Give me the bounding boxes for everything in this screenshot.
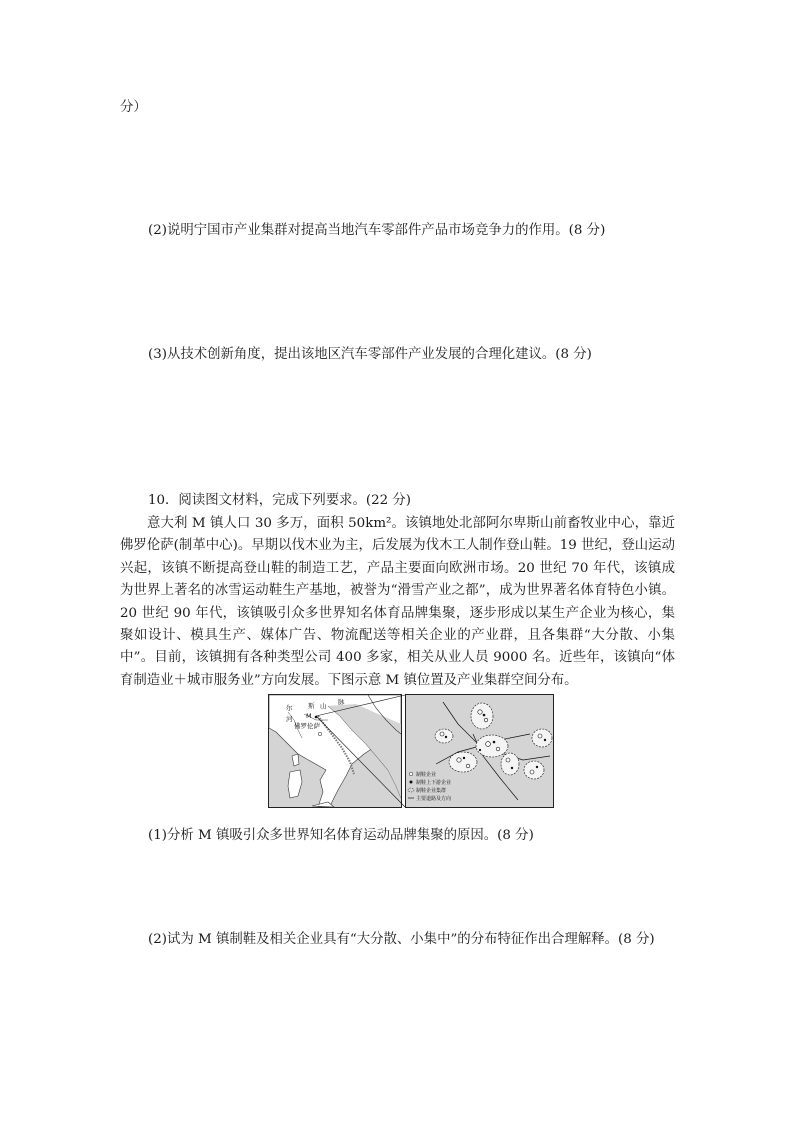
legend-related-enterprise: 制鞋上下游企业 (416, 779, 452, 786)
legend-cluster: 制鞋企业集群 (416, 787, 447, 794)
map-label-river-2: 河 (286, 715, 293, 723)
question-10-sub-1: (1)分析 M 镇吸引众多世界知名体育运动品牌集聚的原因。(8 分) (148, 828, 534, 843)
m-town-map-figure (268, 694, 554, 808)
map-label-alps-3: 脉 (338, 698, 345, 706)
question-3: (3)从技术创新角度，提出该地区汽车零部件产业发展的合理化建议。(8 分) (148, 347, 592, 362)
legend-road: 主要道路及方向 (416, 795, 452, 802)
question-10-sub-2: (2)试为 M 镇制鞋及相关企业具有“大分散、小集中”的分布特征作出合理解释。(8 分) (148, 932, 655, 947)
question-10-passage: 意大利 M 镇人口 30 多万，面积 50km²。该镇地处北部阿尔卑斯山前畜牧业中心，靠近佛罗伦萨(制革中心)。早期以伐木业为主，后发展为伐木工人制作登山鞋。19 世纪，登山运动兴起，该镇不断提高登山鞋的制造工艺，产品主要面向欧洲市场。20 世纪 70 年代，该镇成为世界上著名的冰雪运动鞋生产基地，被誉为“滑雪产业之都”，成为世界著名体育特色小镇。20 世纪 90 年代，该镇吸引众多世界知名体育品牌集聚，逐步形成以某生产企业为核心，集聚如设计、模具生产、媒体广告、物流配送等相关企业的产业群，且各集群“大分散、小集中”。目前，该镇拥有各种类型公司 400 多家，相关从业人员 9000 名。近些年，该镇向“体育制造业＋城市服务业”方向发展。下图示意 M 镇位置及产业集群空间分布。 (120, 516, 675, 688)
map-label-alps-2: 山 (320, 702, 327, 710)
map-label-m-town: M (306, 712, 312, 720)
cluster-map (406, 695, 554, 808)
question-10-heading: 10．阅读图文材料，完成下列要求。(22 分) (148, 493, 412, 508)
legend-shoe-enterprise: 制鞋企业 (416, 771, 437, 778)
map-svg (268, 694, 554, 808)
map-label-alps-1: 斯 (308, 702, 315, 710)
map-label-florence: 佛罗伦萨 (294, 722, 320, 730)
map-label-river-1: 尔 (286, 704, 293, 712)
continuation-fragment: 分） (120, 100, 147, 115)
question-2: (2)说明宁国市产业集群对提高当地汽车零部件产品市场竞争力的作用。(8 分) (148, 223, 606, 238)
